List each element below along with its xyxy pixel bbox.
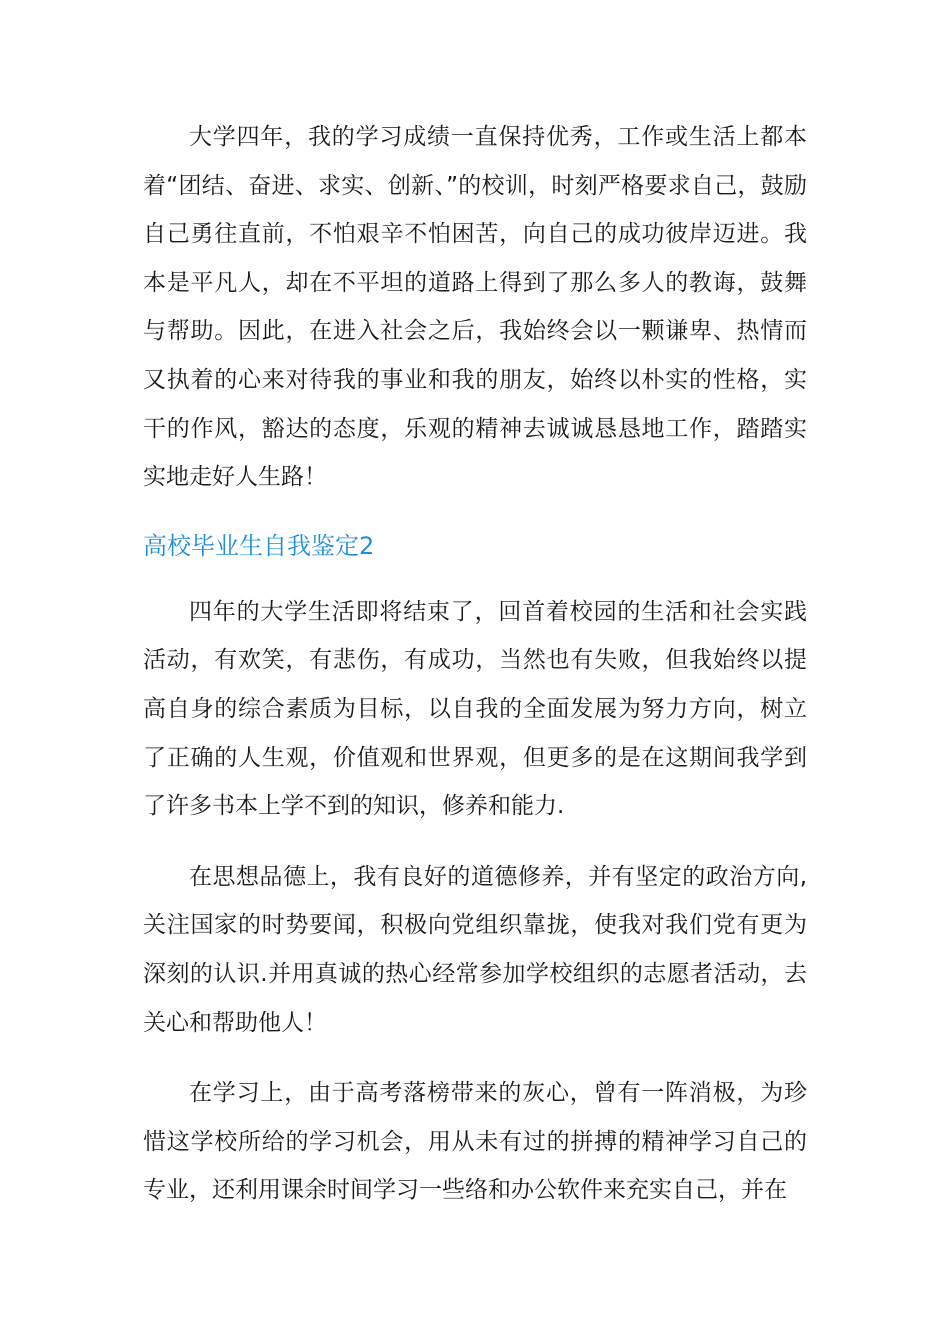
paragraph-3: 在学习上，由于高考落榜带来的灰心，曾有一阵消极，为珍惜这学校所给的学习机会，用从未有过的拼搏的精神学习自己的专业，还利用课余时间学习一些络和办公软件来充实自己，并在 <box>143 1080 807 1204</box>
spacer <box>143 831 807 853</box>
spacer <box>143 566 807 588</box>
spacer <box>143 1047 807 1069</box>
document-body <box>143 113 807 1215</box>
paragraph-2: 在思想品德上，我有良好的道德修养，并有坚定的政治方向,关注国家的时势要闻，积极向党组织靠拢，使我对我们党有更为深刻的认识.并用真诚的热心经常参加学校组织的志愿者活动，去关心和帮助他人！ <box>143 863 807 1036</box>
section-heading: 高校毕业生自我鉴定2 <box>143 531 375 560</box>
paragraph-intro: 大学四年，我的学习成绩一直保持优秀，工作或生活上都本着“团结、奋进、求实、创新、”的校训，时刻严格要求自己，鼓励自己勇往直前，不怕艰辛不怕困苦，向自己的成功彼岸迈进。我本是平凡人，却在不平坦的道路上得到了那么多人的教诲，鼓舞与帮助。因此，在进入社会之后，我始终会以一颗谦卑、热情而又执着的心来对待我的事业和我的朋友，始终以朴实的性格，实干的作风，豁达的态度，乐观的精神去诚诚恳恳地工作，踏踏实实地走好人生路！ <box>143 124 807 491</box>
paragraph-1: 四年的大学生活即将结束了，回首着校园的生活和社会实践活动，有欢笑，有悲伤，有成功，当然也有失败，但我始终以提高自身的综合素质为目标，以自我的全面发展为努力方向，树立了正确的人生观，价值观和世界观，但更多的是在这期间我学到了许多书本上学不到的知识，修养和能力. <box>143 598 807 820</box>
spacer <box>143 502 807 526</box>
